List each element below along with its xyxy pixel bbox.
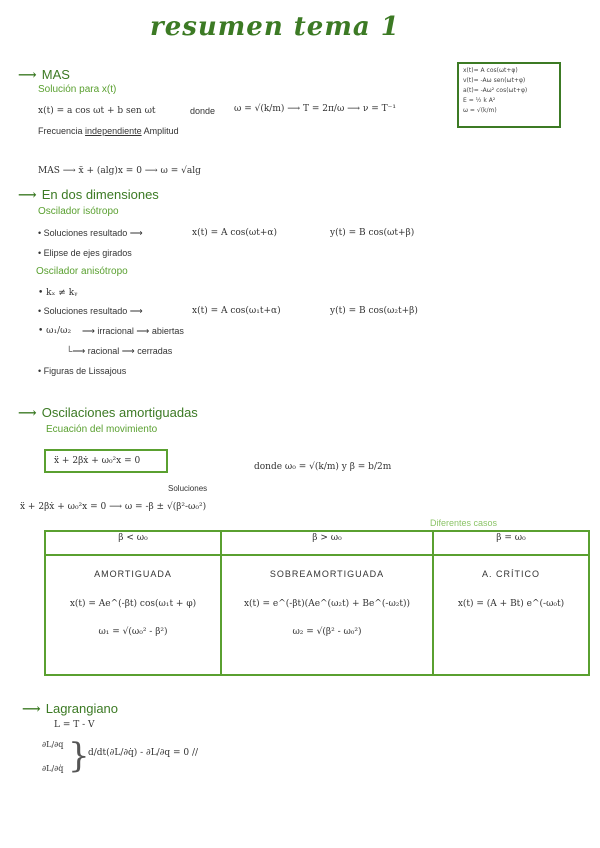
irrational-case: ⟶ irracional ⟶ abiertas	[82, 326, 184, 336]
lagrange-heading-row	[22, 698, 118, 717]
mas-heading-row	[18, 64, 70, 83]
mas-general-eq: MAS ⟶ ẍ + (alg)x = 0 ⟶ ω = √alg	[38, 166, 201, 176]
arrow-right-icon: ⟶	[18, 68, 37, 83]
two-dim-heading-row	[18, 184, 159, 203]
case-condition-critical: β = ω₀	[433, 531, 589, 555]
summary-line: E = ½ k A²	[463, 97, 496, 104]
case-cell-critical	[433, 555, 589, 675]
lagrange-heading: Lagrangiano	[45, 701, 119, 716]
mas-heading: MAS	[41, 67, 70, 82]
partial-l-q: ∂L/∂q	[42, 740, 64, 749]
case-frequency: ω₂ = √(β² - ω₀²)	[292, 627, 362, 637]
mas-donde: donde	[190, 106, 216, 116]
damping-cases-table	[44, 530, 590, 676]
case-name: A. CRÍTICO	[481, 569, 540, 579]
lissajous-note: • Figuras de Lissajous	[38, 366, 126, 376]
mas-omega-eq: ω = √(k/m) ⟶ T = 2π/ω ⟶ ν = T⁻¹	[234, 104, 396, 114]
iso-solution-label: • Soluciones resultado ⟶	[38, 228, 143, 239]
damped-donde-eq: donde ω₀ = √(k/m) y β = b/2m	[254, 462, 392, 472]
rational-case: └⟶ racional ⟶ cerradas	[66, 346, 173, 356]
damped-subheading: Ecuación del movimiento	[46, 424, 158, 435]
iso-solution-x: x(t) = A cos(ωt+α)	[192, 228, 278, 238]
aniso-solution-label: • Soluciones resultado ⟶	[38, 306, 143, 317]
two-dim-heading: En dos dimensiones	[41, 187, 159, 202]
arrow-right-icon: ⟶	[18, 406, 37, 421]
arrow-right-icon: ⟶	[18, 188, 37, 203]
ellipse-note: • Elipse de ejes girados	[38, 248, 132, 258]
summary-line: x(t)= A cos(ωt+φ)	[463, 67, 518, 74]
case-equation: x(t) = (A + Bt) e^(-ω₀t)	[457, 599, 565, 609]
aniso-solution-y: y(t) = B cos(ω₂t+β)	[330, 306, 418, 316]
case-equation: x(t) = e^(-βt)(Ae^(ω₂t) + Be^(-ω₂t))	[243, 599, 411, 609]
motion-equation-box	[44, 449, 168, 473]
case-name: AMORTIGUADA	[94, 569, 172, 579]
damped-heading: Oscilaciones amortiguadas	[41, 405, 198, 420]
isotropic-heading: Oscilador isótropo	[38, 206, 119, 217]
arrow-right-icon: ⟶	[22, 702, 41, 717]
summary-line: ω = √(k/m)	[463, 107, 497, 114]
summary-line: v(t)= -Aω sen(ωt+φ)	[463, 77, 526, 84]
solutions-label: Soluciones	[168, 484, 208, 493]
iso-solution-y: y(t) = B cos(ωt+β)	[330, 228, 415, 238]
lagrangian-definition: L = T - V	[54, 720, 95, 730]
cases-label: Diferentes casos	[430, 518, 498, 528]
case-frequency: ω₁ = √(ω₀² - β²)	[98, 627, 168, 637]
case-cell-underdamped	[45, 555, 221, 675]
mas-solution-eq: x(t) = a cos ωt + b sen ωt	[38, 106, 156, 116]
case-condition-underdamped: β < ω₀	[45, 531, 221, 555]
mas-subheading: Solución para x(t)	[38, 84, 117, 95]
case-cell-overdamped	[221, 555, 433, 675]
anisotropic-heading: Oscilador anisótropo	[36, 266, 128, 277]
partial-l-qdot: ∂L/∂q̇	[42, 764, 64, 773]
aniso-solution-x: x(t) = A cos(ω₁t+α)	[192, 306, 281, 316]
page-title: resumen tema 1	[150, 12, 400, 42]
freq-word: Frecuencia	[38, 126, 83, 136]
k-inequality: • kₓ ≠ kᵧ	[38, 288, 78, 298]
summary-box	[457, 62, 561, 128]
freq-indep-word: independiente	[85, 126, 142, 136]
case-name: SOBREAMORTIGUADA	[269, 569, 385, 579]
characteristic-eq: ẍ + 2βẋ + ω₀²x = 0 ⟶ ω = -β ± √(β²-ω₀²)	[20, 502, 207, 512]
motion-equation: ẍ + 2βẋ + ω₀²x = 0	[54, 456, 141, 466]
frequency-ratio: • ω₁/ω₂	[38, 326, 71, 336]
damped-heading-row	[18, 402, 198, 421]
freq-amp-word: Amplitud	[143, 126, 179, 136]
summary-line: a(t)= -Aω² cos(ωt+φ)	[463, 87, 528, 94]
case-condition-overdamped: β > ω₀	[221, 531, 433, 555]
mas-frequency-note	[38, 126, 179, 136]
case-equation: x(t) = Ae^(-βt) cos(ω₁t + φ)	[69, 599, 197, 609]
euler-lagrange-eq: d/dt(∂L/∂q̇) - ∂L/∂q = 0 //	[88, 748, 199, 758]
brace-icon: }	[68, 736, 90, 776]
